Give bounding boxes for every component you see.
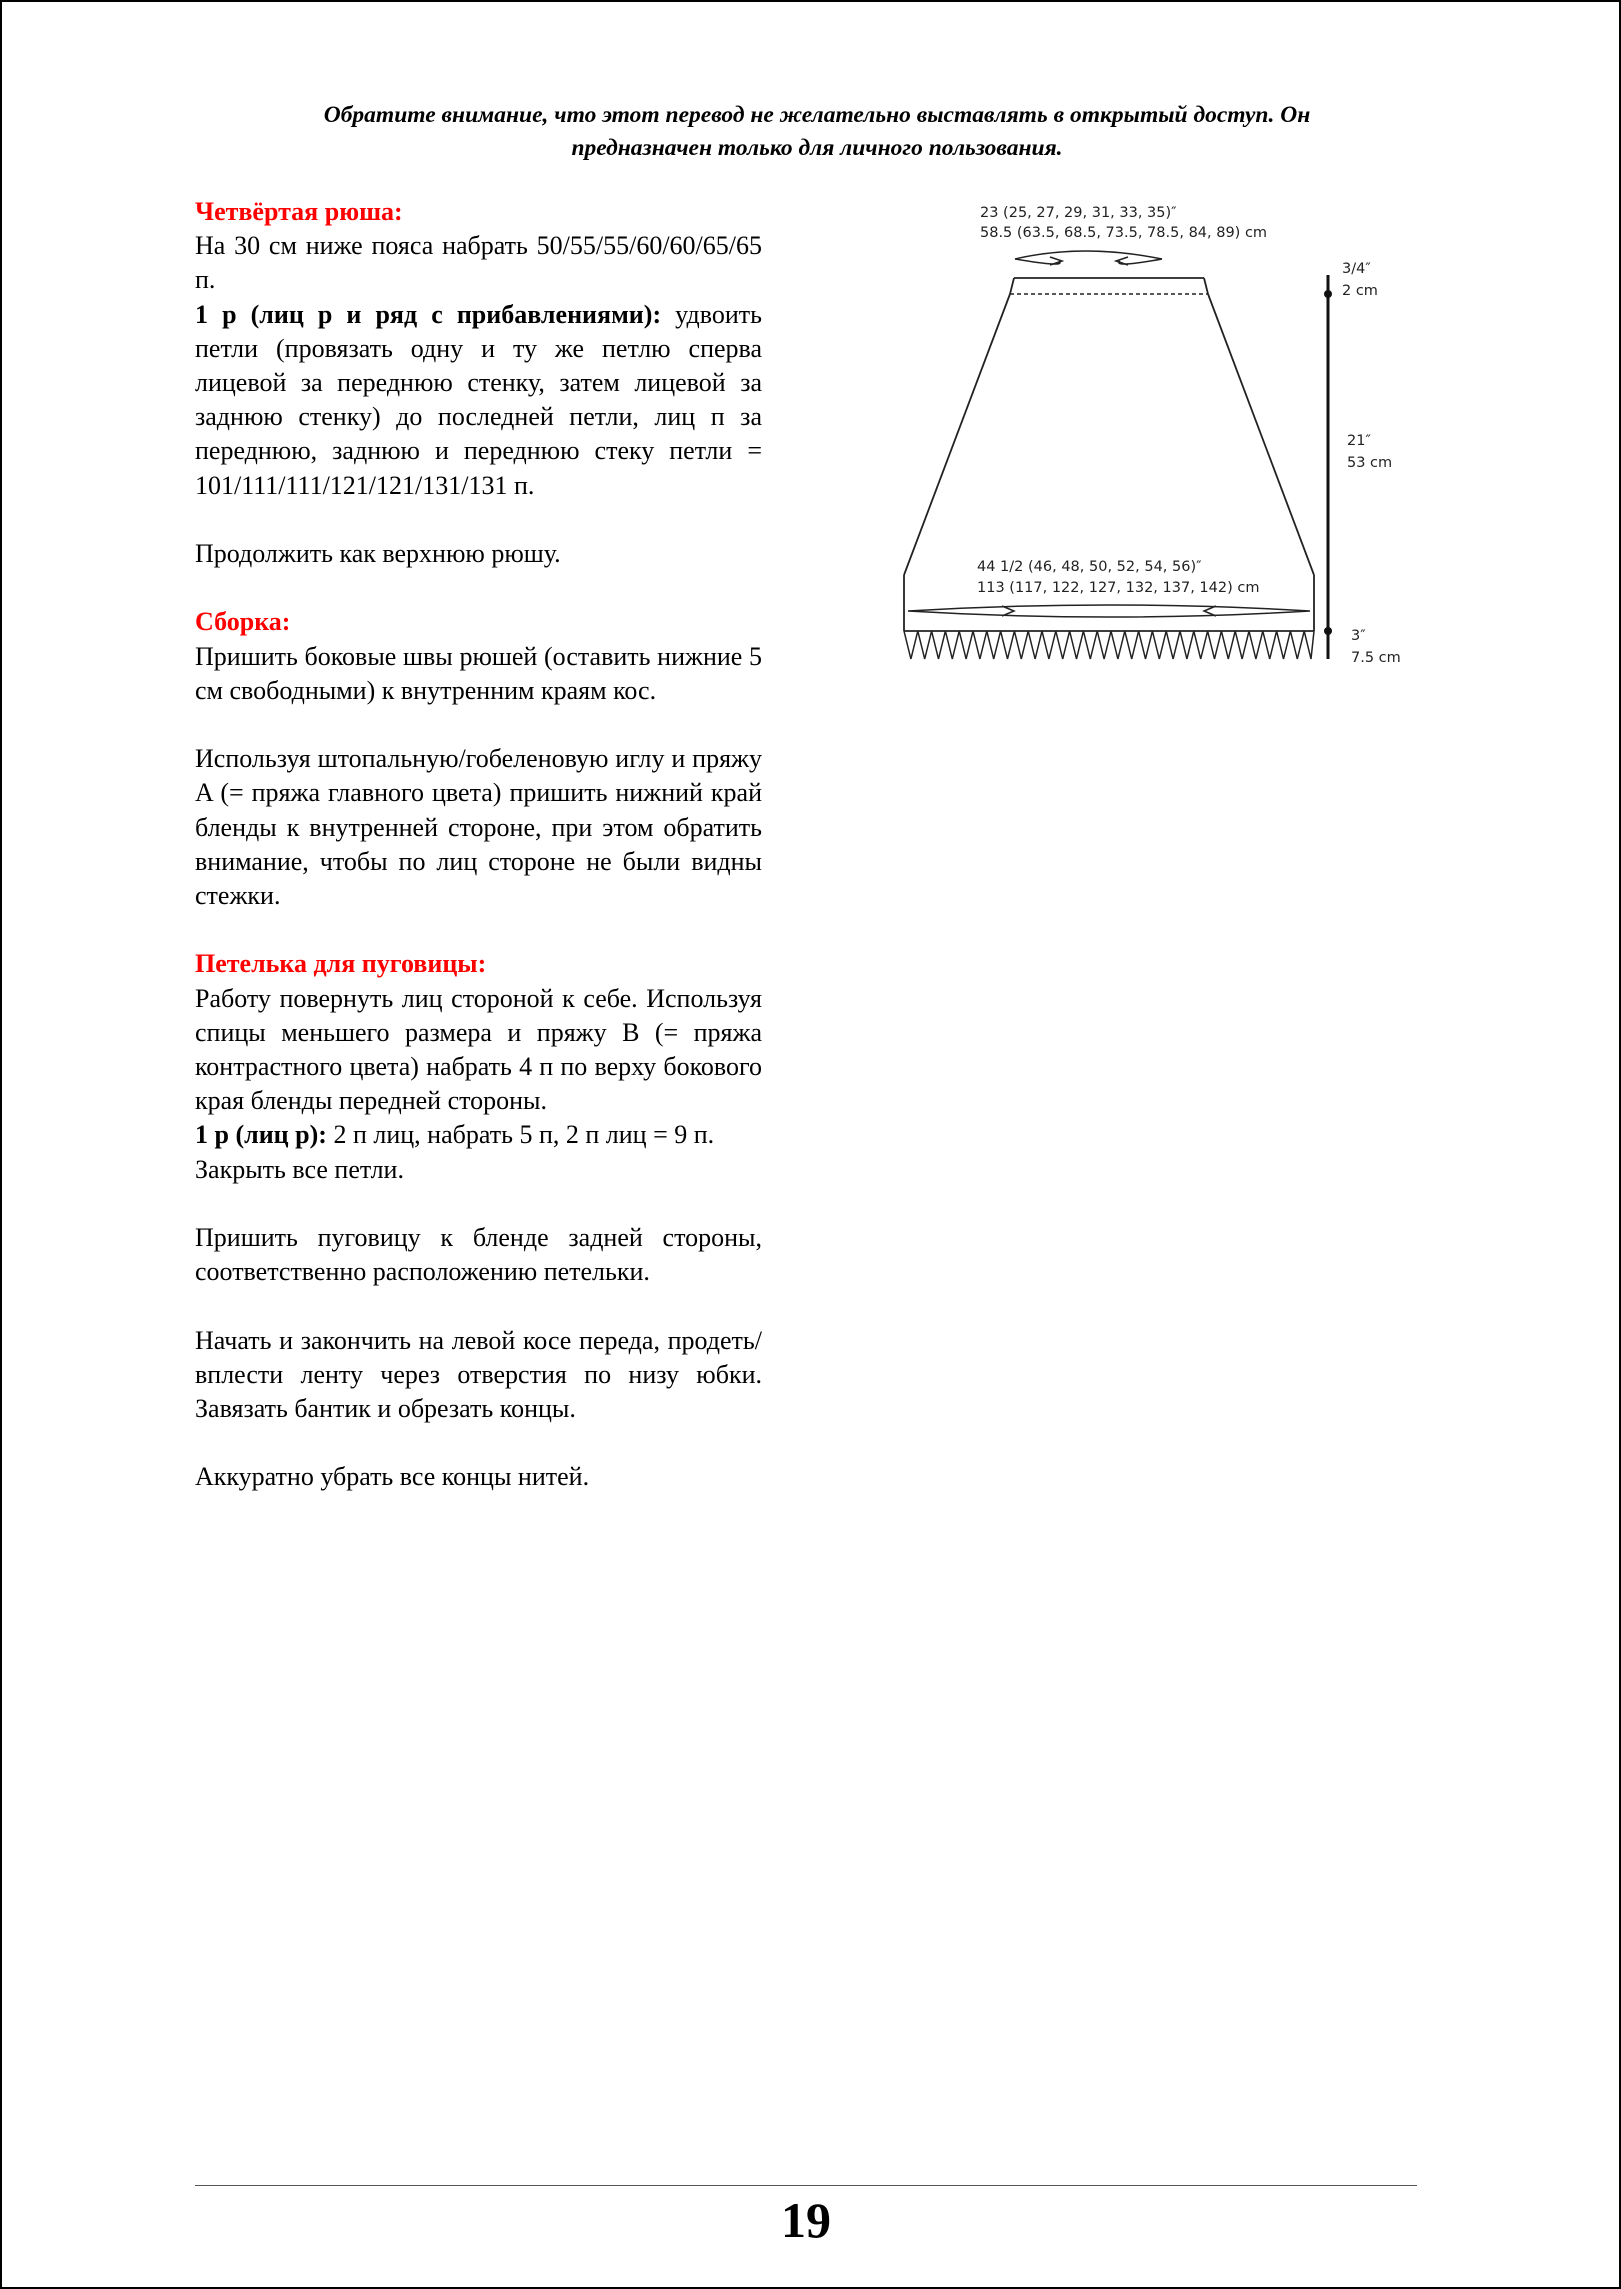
waistband-cm-label: 2 cm [1342, 283, 1378, 299]
bottom-width-inches-label: 44 1/2 (46, 48, 50, 52, 54, 56)″ [977, 559, 1202, 575]
buttonhole-paragraph-3: Начать и закончить на левой косе переда, продеть/вплести ленту через отверстия по низу юбки. Завязать бантик и обрезать концы. [195, 1325, 762, 1424]
fourth-ruffle-row-1 [195, 298, 762, 503]
waistband-measure-dot [1324, 290, 1332, 298]
instructions-column [195, 195, 762, 1495]
fourth-ruffle-intro: На 30 см ниже пояса набрать 50/55/55/60/60/65/65 п. [195, 231, 762, 295]
ruffle-zigzag-edge [904, 631, 1314, 659]
fourth-ruffle-heading: Четвёртая рюша: [195, 197, 403, 226]
assembly-heading: Сборка: [195, 607, 291, 637]
buttonhole-paragraph-2: Пришить пуговицу к бленде задней стороны, соответственно расположению петельки. [195, 1223, 762, 1287]
buttonhole-row-1-label: 1 р (лиц р): [195, 1120, 327, 1150]
buttonhole-paragraph-4: Аккуратно убрать все концы нитей. [195, 1462, 590, 1492]
bottom-width-arrow-left-icon [1204, 606, 1216, 616]
top-width-cm-label: 58.5 (63.5, 68.5, 73.5, 78.5, 84, 89) cm [980, 225, 1268, 241]
privacy-notice [202, 99, 1432, 165]
bottom-width-arrow-right-icon [1002, 606, 1014, 616]
buttonhole-paragraph-1: Работу повернуть лиц стороной к себе. Используя спицы меньшего размера и пряжу B (= пряжа контрастного цвета) набрать 4 п по верху бокового края бленды передней стороны. [195, 983, 762, 1116]
skirt-right-side [1208, 294, 1314, 575]
skirt-schematic [892, 197, 1422, 687]
assembly-paragraph-1: Пришить боковые швы рюшей (оставить нижние 5 см свободными) к внутренним краям кос. [195, 641, 762, 705]
fourth-ruffle-continue: Продолжить как верхнюю рюшу. [195, 539, 561, 569]
assembly-paragraph-2: Используя штопальную/гобеленовую иглу и пряжу A (= пряжа главного цвета) пришить нижний край бленды к внутренней стороне, при этом обратить внимание, чтобы по лиц стороне не были видны стежки. [195, 744, 762, 911]
buttonhole-heading: Петелька для пуговицы: [195, 949, 487, 979]
fourth-ruffle-row-1-text: удвоить петли (провязать одну и ту же петлю сперва лицевой за переднюю стенку, затем лицевой за заднюю стенку) до последней петли, лиц п за переднюю, заднюю и переднюю стеку петли = 101/111/111/121/121/131/131 п. [195, 299, 763, 500]
buttonhole-row-1 [195, 1118, 762, 1152]
bottom-width-cm-label: 113 (117, 122, 127, 132, 137, 142) cm [977, 580, 1260, 596]
bottom-width-ellipse [908, 605, 1310, 617]
top-width-inches-label: 23 (25, 27, 29, 31, 33, 35)″ [980, 205, 1177, 221]
buttonhole-bind-off: Закрыть все петли. [195, 1154, 404, 1184]
fourth-ruffle-row-1-label: 1 р (лиц р и ряд с прибавлениями): [195, 299, 662, 329]
footer-divider [195, 2185, 1417, 2186]
hem-cm-label: 7.5 cm [1351, 650, 1401, 666]
waistband-inches-label: 3/4″ [1342, 261, 1371, 277]
body-length-cm-label: 53 cm [1347, 455, 1393, 471]
hem-measure-dot [1324, 627, 1332, 635]
page-number: 19 [781, 2192, 831, 2248]
privacy-notice-line-1: Обратите внимание, что этот перевод не желательно выставлять в открытый доступ. Он [323, 102, 1311, 128]
privacy-notice-line-2: предназначен только для личного пользования. [571, 135, 1063, 161]
top-width-curve [1015, 251, 1162, 259]
hem-inches-label: 3″ [1351, 628, 1366, 644]
skirt-left-side [904, 294, 1010, 575]
waistband-right-edge [1204, 278, 1208, 294]
waistband-left-edge [1010, 278, 1014, 294]
top-width-curve-lower-right [1119, 259, 1162, 264]
body-length-inches-label: 21″ [1347, 433, 1371, 449]
buttonhole-row-1-text: 2 п лиц, набрать 5 п, 2 п лиц = 9 п. [326, 1120, 715, 1150]
